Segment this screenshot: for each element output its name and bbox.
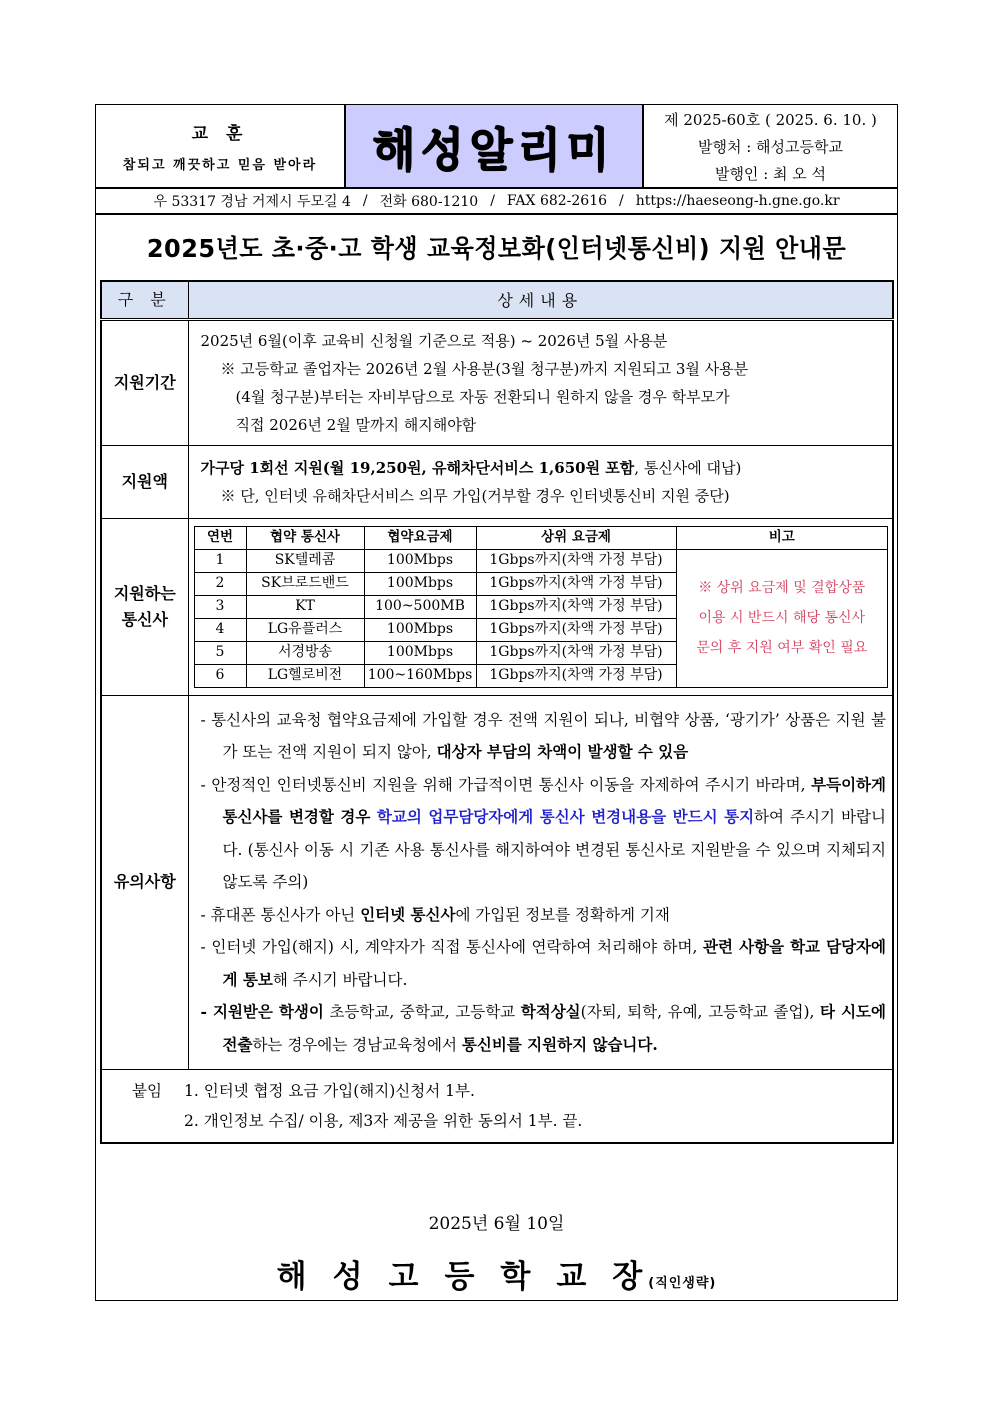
- newsletter-title: 해성알리미: [372, 123, 616, 178]
- contact-bar: [96, 189, 897, 215]
- note-highlight: 학교의 업무담당자에게 통신사 변경내용을 반드시 통지: [370, 807, 755, 826]
- cell-upper-plan: 1Gbps까지(차액 가정 부담): [476, 664, 676, 687]
- col-remark: 비고: [676, 526, 888, 549]
- note-emphasis: 타 시도에 전출: [222, 1002, 886, 1054]
- masthead: [96, 105, 897, 189]
- carriers-label: [101, 518, 188, 695]
- note-text: 하여 주시기 바랍니다. (통신사 이동 시 기존 사용 통신사를 해지하여야 변경된 통신사로 지원받을 수 있으며 지체되지 않도록 주의): [222, 808, 886, 891]
- note-text: - 통신사의 교육청 협약요금제에 가입할 경우 전액 지원이 되나, 비협약 상품, ‘광기가’ 상품은 지원 불가 또는 전액 지원이 되지 않아,: [200, 710, 886, 761]
- notes-label: 유의사항: [101, 695, 188, 1070]
- cell-no: 1: [194, 549, 246, 572]
- postal-address: 우 53317 경남 거제시 두모길 4: [153, 194, 351, 210]
- support-amount-line: [201, 454, 885, 482]
- fax-number: FAX 682-2616: [506, 193, 608, 209]
- principal-title: 해성고등학교장: [276, 1259, 669, 1295]
- support-period-note-cont: 직접 2026년 2월 말까지 해지해야함: [235, 415, 477, 434]
- support-amount-note: ※ 단, 인터넷 유해차단서비스 의무 가입(거부할 경우 인터넷통신비 지원 중단): [220, 486, 730, 505]
- cell-carrier: SK텔레콤: [246, 549, 364, 572]
- support-period-line: 2025년 6월(이후 교육비 신청월 기준으로 적용) ~ 2026년 5월 사용분: [200, 331, 668, 350]
- col-plan: 협약요금제: [364, 526, 476, 549]
- attachment-item: 1. 인터넷 협정 요금 가입(해지)신청서 1부.: [184, 1082, 475, 1100]
- issue-info: [644, 105, 897, 187]
- separator: /: [490, 193, 495, 209]
- note-item: [201, 931, 887, 996]
- seal-omitted-note: (직인생략): [648, 1276, 717, 1291]
- cell-upper-plan: 1Gbps까지(차액 가정 부담): [476, 641, 676, 664]
- attachments-row: [101, 1070, 893, 1144]
- support-amount-label: 지원액: [101, 445, 188, 518]
- issuer: 발행인 : 최 오 석: [714, 164, 827, 183]
- newsletter-title-box: [346, 105, 644, 187]
- note-item: [201, 769, 887, 899]
- header-category: 구 분: [101, 281, 188, 319]
- support-period-note-cont: (4월 청구분)부터는 자비부담으로 자동 전환되니 원하지 않을 경우 학부모가: [235, 387, 730, 406]
- carrier-table: [194, 526, 889, 688]
- support-period-row: [101, 319, 893, 445]
- issue-date: 2025년 6월 10일: [428, 1214, 565, 1234]
- table-header-row: [101, 281, 893, 319]
- cell-carrier: KT: [246, 595, 364, 618]
- cell-carrier: SK브로드밴드: [246, 572, 364, 595]
- note-emphasis: 통신비를 지원하지 않습니다.: [461, 1034, 658, 1054]
- attachments-label: 붙임: [132, 1082, 162, 1100]
- school-motto: [96, 105, 346, 187]
- cell-upper-plan: 1Gbps까지(차액 가정 부담): [476, 595, 676, 618]
- separator: /: [619, 193, 624, 209]
- cell-no: 5: [194, 641, 246, 664]
- note-text: 하는 경우에는 경남교육청에서: [252, 1035, 462, 1054]
- note-text: (자퇴, 퇴학, 유예, 고등학교 졸업),: [580, 1003, 821, 1021]
- note-emphasis: 부득이하게 통신사를 변경할 경우: [222, 774, 886, 826]
- support-amount-rest: , 통신사에 대납): [634, 458, 742, 477]
- remark-cell: [676, 549, 888, 687]
- note-text: 에 가입된 정보를 정확하게 기재: [455, 905, 670, 924]
- cell-upper-plan: 1Gbps까지(차액 가정 부담): [476, 572, 676, 595]
- note-emphasis: 관련 사항을 학교 담당자에게 통보: [222, 937, 886, 989]
- support-period-note: ※ 고등학교 졸업자는 2026년 2월 사용분(3월 청구분)까지 지원되고 3월 사용분: [220, 359, 749, 378]
- note-text: - 휴대폰 통신사가 아닌: [200, 905, 361, 924]
- col-carrier: 협약 통신사: [246, 526, 364, 549]
- cell-plan: 100~160Mbps: [364, 664, 476, 687]
- note-emphasis: - 지원받은 학생이: [200, 1002, 324, 1021]
- cell-upper-plan: 1Gbps까지(차액 가정 부담): [476, 549, 676, 572]
- col-no: 연번: [194, 526, 246, 549]
- cell-carrier: LG헬로비전: [246, 664, 364, 687]
- note-emphasis: 대상자 부담의 차액이 발생할 수 있음: [436, 742, 689, 761]
- attachment-line: [132, 1106, 880, 1136]
- note-item: [201, 996, 887, 1061]
- attachments: [101, 1070, 893, 1144]
- cell-no: 4: [194, 618, 246, 641]
- cell-no: 2: [194, 572, 246, 595]
- carrier-table-header: [194, 526, 888, 549]
- cell-upper-plan: 1Gbps까지(차액 가정 부담): [476, 618, 676, 641]
- cell-plan: 100Mbps: [364, 618, 476, 641]
- carriers-label-line: 지원하는: [113, 583, 176, 603]
- remark-line: 문의 후 지원 여부 확인 필요: [696, 640, 868, 656]
- carriers-content: [188, 518, 893, 695]
- document-title: 2025년도 초·중·고 학생 교육정보화(인터넷통신비) 지원 안내문: [146, 234, 847, 263]
- remark-line: 이용 시 반드시 해당 통신사: [698, 610, 866, 626]
- principal-signature: [96, 1251, 897, 1296]
- support-period-label: 지원기간: [101, 319, 188, 445]
- note-emphasis: 인터넷 통신사: [360, 904, 456, 924]
- support-amount-content: [188, 445, 893, 518]
- motto-text: 참되고 깨끗하고 믿음 받아라: [122, 158, 318, 173]
- document-frame: [95, 104, 898, 1301]
- cell-carrier: 서경방송: [246, 641, 364, 664]
- website-link[interactable]: https://haeseong-h.gne.go.kr: [635, 193, 840, 209]
- cell-plan: 100~500MB: [364, 595, 476, 618]
- note-text: - 인터넷 가입(해지) 시, 계약자가 직접 통신사에 연락하여 처리해야 하며,: [200, 938, 704, 956]
- info-table: [100, 280, 894, 1144]
- cell-carrier: LG유플러스: [246, 618, 364, 641]
- separator: /: [362, 193, 368, 209]
- cell-no: 6: [194, 664, 246, 687]
- header-details: 상세내용: [188, 281, 893, 319]
- attachment-item: 2. 개인정보 수집/ 이용, 제3자 제공을 위한 동의서 1부. 끝.: [184, 1112, 583, 1130]
- publisher: 발행처 : 해성고등학교: [697, 137, 843, 156]
- cell-plan: 100Mbps: [364, 549, 476, 572]
- attachment-line: [132, 1076, 880, 1106]
- note-text: 해 주시기 바랍니다.: [272, 970, 408, 989]
- note-text: - 안정적인 인터넷통신비 지원을 위해 가급적이면 통신사 이동을 자제하여 주시기 바라며,: [200, 775, 812, 794]
- remark-line: ※ 상위 요금제 및 결합상품: [698, 580, 866, 596]
- note-text: 초등학교, 중학교, 고등학교: [323, 1003, 521, 1021]
- issue-number: 제 2025-60호 ( 2025. 6. 10. ): [664, 110, 877, 129]
- cell-plan: 100Mbps: [364, 641, 476, 664]
- carriers-row: [101, 518, 893, 695]
- phone-number: 전화 680-1210: [379, 194, 479, 210]
- note-item: [201, 899, 887, 932]
- motto-title: 교 훈: [191, 124, 249, 144]
- support-amount-main: 가구당 1회선 지원(월 19,250원, 유해차단서비스 1,650원 포함: [200, 458, 635, 477]
- cell-no: 3: [194, 595, 246, 618]
- cell-plan: 100Mbps: [364, 572, 476, 595]
- support-period-content: [188, 319, 893, 445]
- note-item: [201, 704, 887, 769]
- notes-content: [188, 695, 893, 1070]
- note-emphasis: 학적상실: [520, 1002, 581, 1021]
- carriers-label-line: 통신사: [121, 609, 168, 629]
- col-upper-plan: 상위 요금제: [476, 526, 676, 549]
- notes-row: [101, 695, 893, 1070]
- table-row: [194, 549, 888, 572]
- attachment-indent: [132, 1106, 184, 1136]
- support-amount-row: [101, 445, 893, 518]
